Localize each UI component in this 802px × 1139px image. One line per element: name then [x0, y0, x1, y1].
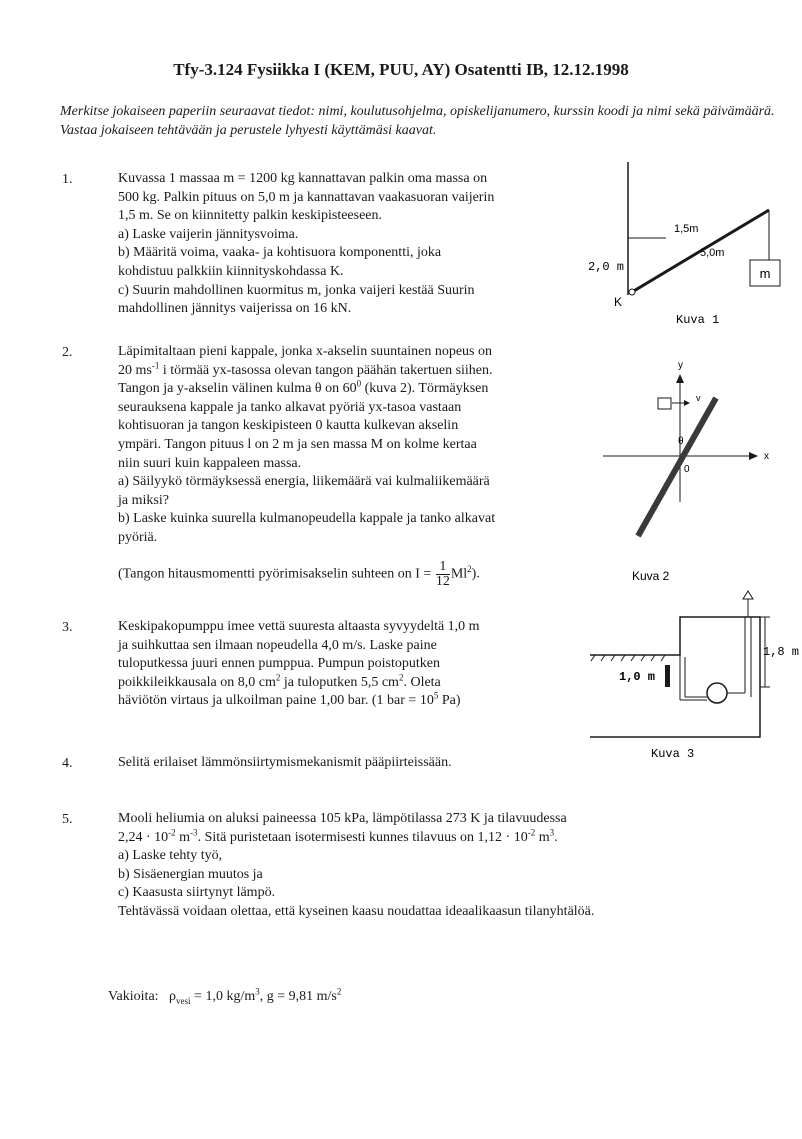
label-x: x — [764, 451, 769, 462]
figure-1-beam-diagram — [582, 160, 782, 330]
problem-2-inertia: (Tangon hitausmomentti pyörimisakselin suhteen on I = $\frac{1}{12}$ Ml$^2$). — [118, 559, 480, 589]
problem-5-line: c) Kaasusta siirtynyt lämpö. — [118, 885, 276, 901]
problem-5-line: $2,24 \cdot 10^{-2}$ $m^{-3}$. Sitä puristetaan isotermisesti kunnes tilavuus on $1,12 \cdot 10^{-2}$ $m^3$. — [118, 826, 558, 845]
problem-1-number: 1. — [62, 172, 73, 187]
problem-2-line: niin suuri kuin kappaleen massa. — [118, 455, 302, 471]
problem-1-line: 500 kg. Palkin pituus on 5,0 m ja kannattavan vaakasuoran vaijerin — [118, 189, 495, 205]
hinge-k — [629, 289, 635, 295]
problem-2-line: 20 $ms^{-1}$ i törmää yx-tasossa olevan tangon päähän takertuen siihen. — [118, 359, 493, 378]
problem-5-number: 5. — [62, 812, 73, 827]
problem-5-line: a) Laske tehty työ, — [118, 848, 223, 864]
jet-arrow-icon — [743, 591, 753, 599]
problem-1-line: c) Suurin mahdollinen kuormitus m, jonka vaijeri kestää Suurin — [118, 282, 475, 298]
exam-title: Tfy-3.124 Fysiikka I (KEM, PUU, AY) Osatentti IB, 12.12.1998 — [173, 60, 629, 79]
problem-2-line: a) Säilyykö törmäyksessä energia, liikemäärä vai kulmaliikemäärä — [118, 474, 490, 490]
pump-icon — [707, 683, 727, 703]
problem-2-line: seurauksena kappale ja tanko alkavat pyöriä yx-tasoa vastaan — [118, 399, 462, 415]
problem-1-text — [118, 170, 580, 319]
exam-instructions: Merkitse jokaiseen paperiin seuraavat tiedot: nimi, koulutusohjelma, opiskelijanumero, kurssin koodi ja nimi sekä päivämäärä. Vastaa jokaiseen tehtävään ja perustele lyhyesti käyttämäsi kaavat. — [60, 104, 775, 138]
figure-1-caption: Kuva 1 — [676, 313, 720, 327]
problem-5-line: Mooli heliumia on aluksi paineessa 105 kPa, lämpötilassa 273 K ja tilavuudessa — [118, 811, 567, 826]
problem-1-line: Kuvassa 1 massaa m = 1200 kg kannattavan palkin oma massa on — [118, 171, 488, 186]
y-axis-arrow-icon — [676, 374, 684, 383]
label-y: y — [678, 360, 683, 371]
problem-3-line: häviötön virtaus ja ulkoilman paine 1,00 bar. (1 bar = $10^5$ Pa) — [118, 690, 461, 709]
problem-2-line: pyöriä. — [118, 529, 158, 545]
problem-2-line: ja miksi? — [118, 492, 169, 508]
problem-2-line: Tangon ja y-akselin välinen kulma θ on $60^0$ (kuva 2). Törmäyksen — [118, 378, 489, 397]
problem-2-line: b) Laske kuinka suurella kulmanopeudella kappale ja tanko alkavat — [118, 511, 496, 527]
x-axis-arrow-icon — [749, 452, 758, 460]
label-k: K — [614, 295, 623, 309]
label-1-0m: 1,0 m — [619, 670, 656, 684]
problem-1-line: b) Määritä voima, vaaka- ja kohtisuora komponentti, joka — [118, 245, 442, 261]
problem-1-line: a) Laske vaijerin jännitysvoima. — [118, 226, 299, 242]
problem-4-text: Selitä erilaiset lämmönsiirtymismekanismit pääpiirteissään. — [118, 755, 452, 770]
label-origin: 0 — [684, 464, 690, 475]
mass-label: m — [759, 266, 771, 281]
problem-2-number: 2. — [62, 345, 73, 360]
problem-3-number: 3. — [62, 620, 73, 635]
problem-5-line: b) Sisäenergian muutos ja — [118, 866, 263, 882]
problem-2-text — [118, 343, 580, 548]
label-2-0m: 2,0 m — [588, 260, 625, 274]
problem-2-line: kohtisuoran ja tangon keskipisteen 0 kautta kulkevan akselin — [118, 418, 459, 434]
small-body — [658, 398, 671, 409]
tank-outline — [590, 617, 760, 737]
label-theta: θ — [678, 436, 684, 447]
problem-3-line: Keskipakopumppu imee vettä suuresta altaasta syvyydeltä 1,0 m — [118, 619, 480, 634]
problem-2-line: ympäri. Tangon pituus l on 2 m ja sen massa M on kolme kertaa — [118, 436, 477, 452]
constants-line: Vakioita: $\rho_{vesi} = 1,0$ $kg/m^3$, g = 9,81 $m/s^2$ — [108, 986, 342, 1006]
figure-3-caption: Kuva 3 — [651, 747, 695, 760]
problem-5-line: Tehtävässä voidaan olettaa, että kyseinen kaasu noudattaa ideaalikaasun tilanyhtälöä. — [118, 903, 595, 919]
figure-2-rod-diagram — [600, 352, 790, 587]
problem-3-line: tuloputkessa juuri ennen pumppua. Pumpun poistoputken — [118, 656, 440, 672]
depth-marker — [665, 665, 670, 687]
water-hatch — [591, 655, 665, 661]
problem-3-line: ja suihkuttaa sen ilmaan nopeudella 4,0 m/s. Laske paine — [118, 637, 437, 653]
label-v: v — [696, 393, 701, 403]
label-1-8m: 1,8 m — [763, 645, 800, 659]
problem-3-line: poikkileikkausala on 8,0 $cm^2$ ja tuloputken 5,5 $cm^2$. Oleta — [118, 672, 441, 690]
fraction: $\frac{1}{12}$ — [435, 559, 450, 589]
label-5-0m: 5,0m — [700, 247, 725, 259]
rod — [638, 398, 716, 536]
figure-2-caption: Kuva 2 — [632, 569, 670, 583]
problem-5-text — [118, 810, 768, 922]
problem-1-line: mahdollinen jännitys vaijerissa on 16 kN. — [118, 301, 352, 317]
problem-1-line: kohdistuu palkkiin kiinnityskohdassa K. — [118, 263, 344, 279]
problem-4-number: 4. — [62, 756, 73, 771]
figure-3-pump-diagram — [585, 585, 802, 760]
problem-1-line: 1,5 m. Se on kiinnitetty palkin keskipisteeseen. — [118, 208, 383, 224]
problem-2-line: Läpimitaltaan pieni kappale, jonka x-akselin suuntainen nopeus on — [118, 344, 493, 359]
label-1-5m: 1,5m — [674, 223, 699, 235]
velocity-arrow-icon — [684, 400, 690, 406]
problem-3-text — [118, 618, 560, 711]
